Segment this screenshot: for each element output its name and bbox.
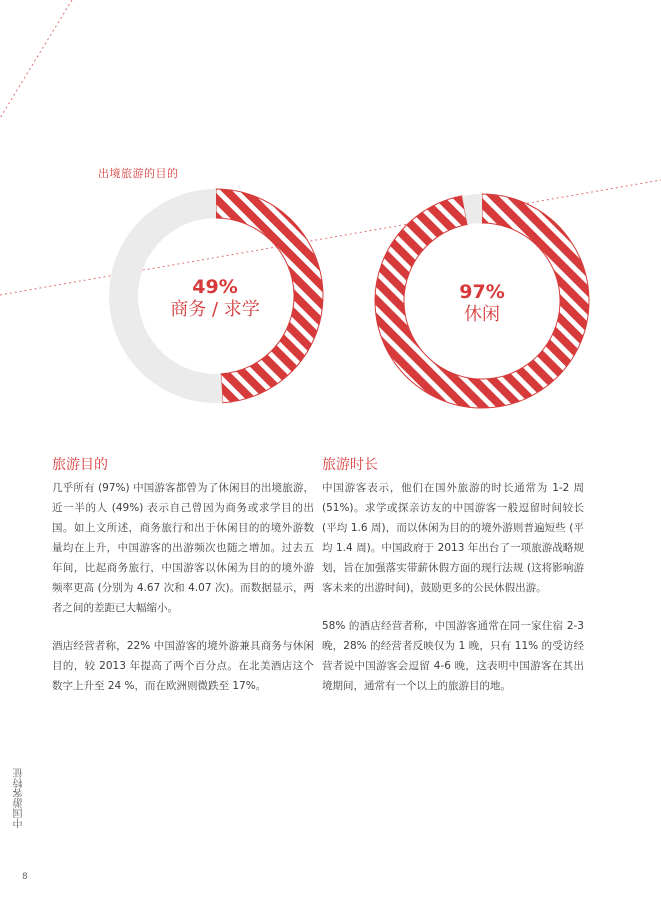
right-paragraph-2: 58% 的酒店经营者称，中国游客通常在同一家住宿 2-3 晚，28% 的经营者反映仅为 1 晚，只有 11% 的受访经营者说中国游客会逗留 4-6 晚，这表明中国游客在其出境期间，通常有一个以上的旅游目的地。 (322, 620, 584, 692)
donut-value-leisure: 97% (459, 281, 505, 303)
left-heading: 旅游目的 (52, 457, 108, 473)
right-paragraph-1: 中国游客表示，他们在国外旅游的时长通常为 1-2 周 (51%)。求学或探亲访友的中国游客一般逗留时间较长 (平均 1.6 周)，而以休闲为目的的境外游则普遍短些 (平均 1.4 周)。中国政府于 2013 年出台了一项旅游战略规划，旨在加强落实带薪休假方面的现行法规 (这将影响游客未来的出游时间)，鼓励更多的公民休假出游。 (322, 482, 584, 594)
donut-label-leisure (407, 281, 557, 327)
chart-title: 出境旅游的目的 (98, 167, 179, 180)
page-number: 8 (22, 872, 28, 882)
left-paragraph-1: 几乎所有 (97%) 中国游客都曾为了休闲目的出境旅游，近一半的人 (49%) 表示自己曾因为商务或求学目的出国。如上文所述，商务旅行和出于休闲目的的境外游数量均在上升，中国游客的出游频次也随之增加。过去五年间，比起商务旅行，中国游客以休闲为目的的境外游频率更高 (分别为 4.67 次和 4.07 次)。而数据显示，两者之间的差距已大幅缩小。 (52, 482, 314, 614)
side-label: 中国游客特征 (14, 768, 25, 828)
left-column (52, 454, 314, 714)
right-heading: 旅游时长 (322, 457, 378, 473)
right-column (322, 454, 584, 714)
donut-value-business: 49% (192, 276, 238, 298)
donut-label-business (140, 276, 290, 322)
donut-category-business: 商务 / 求学 (170, 299, 260, 320)
left-paragraph-2: 酒店经营者称，22% 中国游客的境外游兼具商务与休闲目的，较 2013 年提高了两个百分点。在北美酒店这个数字上升至 24 %，而在欧洲则微跌至 17%。 (52, 640, 314, 692)
donut-category-leisure: 休闲 (464, 304, 500, 325)
